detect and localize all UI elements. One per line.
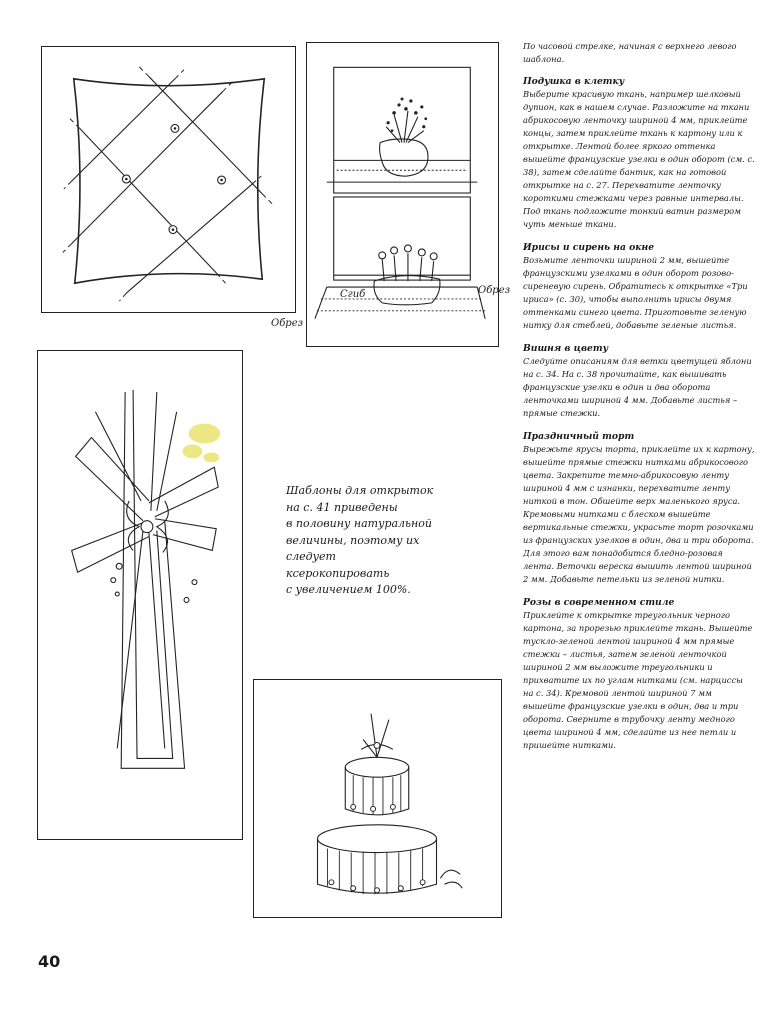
- section-body: Возьмите ленточки шириной 2 мм, вышейте французскими узелками в один оборот розово-сиреневую сирень. Обратитесь к открытке «Три ириса» (с. 30), чтобы выполнить ирисы двумя оттенками синего цвета. Приготовьте зеленую нитку для стеблей, добавьте зеленые листья.: [523, 255, 748, 330]
- section-body: Приклейте к открытке треугольник черного картона, за прорезью приклейте ткань. Вышейте тускло-зеленой лентой шириной 4 мм прямые стежки – листья, затем зеленой ленточкой шириной 2 мм выложите треугольники и прихватите их по углам нитками (см. нарциссы на с. 34). Кремовой лентой шириной 7 мм вышейте французские узелки в один, два и три оборота. Сверните в трубочку ленту медного цвета шириной 4 мм, сделайте из нее петли и пришейте нитками.: [523, 610, 753, 750]
- fold-label: Сгиб: [340, 289, 366, 300]
- cherry-blossom-drawing: [38, 351, 242, 839]
- note-line: с увеличением 100%.: [286, 583, 411, 596]
- cake-drawing: [254, 680, 501, 917]
- template-note: [286, 483, 436, 599]
- section-title: Подушка в клетку: [523, 76, 625, 87]
- section-title: Праздничный торт: [523, 431, 635, 442]
- cut-label-left: Обрез: [271, 318, 304, 329]
- note-line: следует ксерокопировать: [286, 550, 390, 580]
- template-cushion: [41, 46, 296, 313]
- template-window: [306, 42, 499, 347]
- section-body: Следуйте описаниям для ветки цветущей яблони на с. 34. На с. 38 прочитайте, как вышивать французские узелки в один и два оборота ленточками шириной 4 мм. Добавьте листья – прямые стежки.: [523, 356, 752, 418]
- section-title: Розы в современном стиле: [523, 597, 675, 608]
- template-cherry-blossom: [37, 350, 243, 840]
- section-body: Вырежьте ярусы торта, приклейте их к картону, вышейте прямые стежки нитками абрикосового цвета. Закрепите темно-абрикосовую ленту шириной 4 мм с изнанки, перехватите ленту ниткой в тон. Обшейте верх маленького яруса. Кремовыми нитками с блеском вышейте вертикальные стежки, украсьте торт розочками из французских узелков в один, два и три оборота. Для этого вам понадобится бледно-розовая лента. Веточки вереска вышить лентой шириной 2 мм. Добавьте петельки из зеленой нитки.: [523, 444, 755, 584]
- cut-label-right: Обрез: [478, 285, 511, 296]
- instructions-column: [523, 40, 755, 762]
- note-line: величины, поэтому их: [286, 533, 420, 547]
- section-title: Вишня в цвету: [523, 343, 609, 354]
- cushion-drawing: [42, 47, 295, 312]
- note-line: на с. 41 приведены: [286, 500, 398, 514]
- section-title: Ирисы и сирень на окне: [523, 242, 655, 253]
- window-drawing: [307, 43, 498, 346]
- note-line: Шаблоны для открыток: [286, 484, 434, 497]
- intro-text: По часовой стрелке, начиная с верхнего левого шаблона.: [523, 41, 737, 64]
- page-number: 40: [38, 952, 61, 971]
- section-body: Выберите красивую ткань, например шелковый дупион, как в нашем случае. Разложите на ткани абрикосовую ленточку шириной 4 мм, приклейте концы, затем приклейте ткань к картону или к открытке. Лентой более яркого оттенка вышейте французские узелки в один оборот (см. с. 38), затем сделайте бантик, как на готовой открытке на с. 27. Перехватите ленточку короткими стежками через равные интервалы. Под ткань подложите тонкий ватин размером чуть меньше ткани.: [523, 89, 755, 229]
- note-line: в половину натуральной: [286, 517, 433, 530]
- template-cake: [253, 679, 502, 918]
